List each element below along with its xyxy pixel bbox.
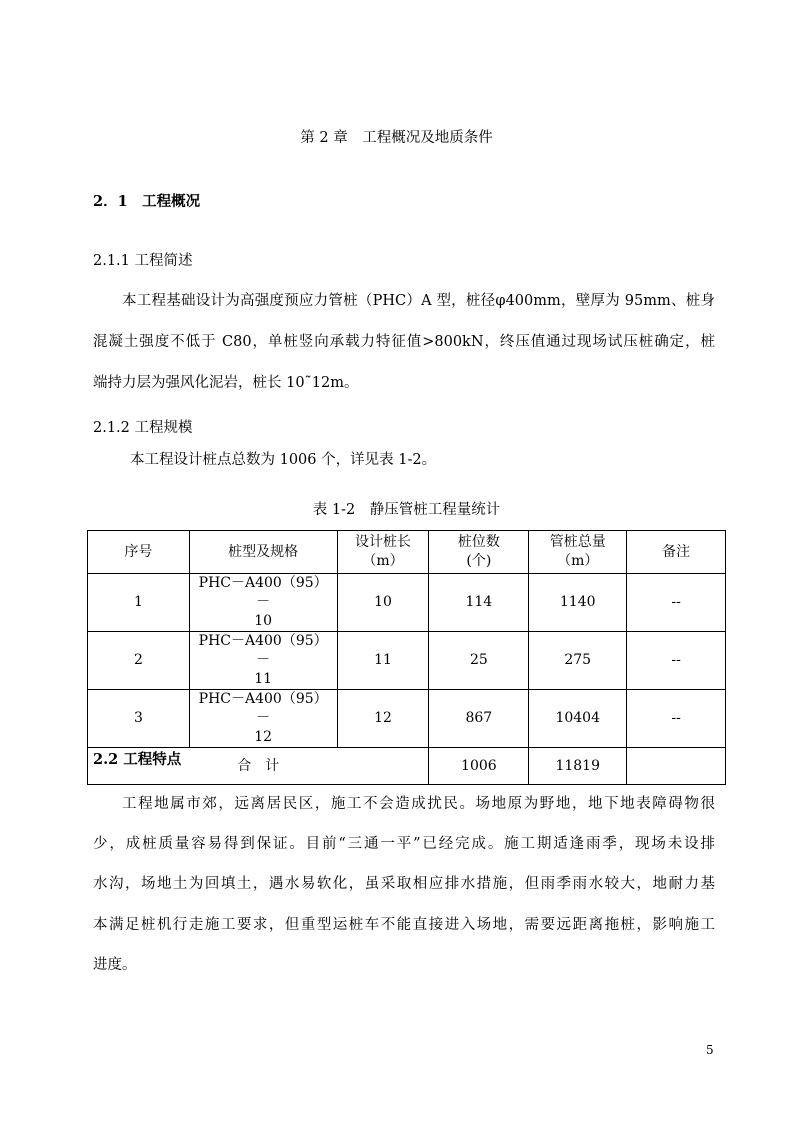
cell-note: -- [627,690,726,748]
header-unit: （m） [557,553,599,569]
header-text: 管桩总量 [549,534,606,550]
section-heading-2-2: 2.2 工程特点 [93,751,182,768]
paragraph-line: 水沟，场地土为回填土，遇水易软化，虽采取相应排水措施，但雨季雨水较大，地耐力基 [93,876,715,892]
sum-count: 1006 [429,748,529,785]
header-cell [189,531,337,574]
header-unit: (个) [466,553,492,569]
cell-spec [189,690,337,748]
header-cell [337,531,429,574]
subsection-heading-2-1-2: 2.1.2 工程规模 [93,420,193,436]
paragraph-line: 端持力层为强风化泥岩，桩长 10˜12m。 [93,375,359,391]
header-cell [88,531,190,574]
spec-text: PHC－A400（95）－ [198,633,328,668]
header-cell [627,531,726,574]
cell-total: 275 [529,632,627,690]
spec-text: 10 [254,613,273,629]
table-sum-row [88,748,726,785]
cell-no: 2 [88,632,190,690]
header-text: 序号 [124,543,153,560]
sum-label: 合 计 [88,748,429,785]
header-text: 备注 [662,543,691,560]
cell-total: 1140 [529,574,627,632]
spec-text: 11 [254,671,273,687]
cell-length: 12 [337,690,429,748]
header-text: 桩型及规格 [228,543,299,560]
header-unit: （m） [362,553,404,569]
cell-no: 3 [88,690,190,748]
cell-no: 1 [88,574,190,632]
table-row [88,690,726,748]
paragraph-line: 少，成桩质量容易得到保证。目前“三通一平”已经完成。施工期适逢雨季，现场未设排 [93,836,715,852]
cell-length: 10 [337,574,429,632]
paragraph-line: 进度。 [93,957,137,973]
cell-count: 867 [429,690,529,748]
table-row [88,574,726,632]
cell-count: 114 [429,574,529,632]
cell-note: -- [627,574,726,632]
paragraph-line: 混凝土强度不低于 C80，单桩竖向承载力特征值>800kN，终压值通过现场试压桩确定，桩 [93,334,715,350]
cell-note: -- [627,632,726,690]
sum-note [627,748,726,785]
table-caption: 表 1-2 静压管桩工程量统计 [312,502,501,518]
pile-quantity-table [87,530,726,785]
cell-count: 25 [429,632,529,690]
chapter-title: 第 2 章 工程概况及地质条件 [300,130,493,146]
paragraph-line: 本满足桩机行走施工要求，但重型运桩车不能直接进入场地，需要远距离拖桩，影响施工 [93,917,715,933]
header-cell [429,531,529,574]
cell-total: 10404 [529,690,627,748]
paragraph-line: 工程地属市郊，远离居民区，施工不会造成扰民。场地原为野地，地下地表障碍物很 [122,796,715,812]
header-cell [529,531,627,574]
table-row [88,632,726,690]
cell-spec [189,574,337,632]
page-number: 5 [706,1043,714,1057]
table-header-row [88,531,726,574]
paragraph-line: 本工程基础设计为高强度预应力管桩（PHC）A 型，桩径φ400mm，壁厚为 95mm、桩身 [122,293,715,309]
spec-text: PHC－A400（95）－ [198,575,328,610]
sum-total: 11819 [529,748,627,785]
header-text: 设计桩长 [354,534,411,550]
spec-text: 12 [254,729,273,745]
section-heading-2-1: 2．1 工程概况 [93,193,201,210]
cell-spec [189,632,337,690]
subsection-heading-2-1-1: 2.1.1 工程简述 [93,253,193,269]
paragraph-line: 本工程设计桩点总数为 1006 个，详见表 1-2。 [130,452,437,468]
spec-text: PHC－A400（95）－ [198,691,328,726]
header-text: 桩位数 [457,534,500,550]
cell-length: 11 [337,632,429,690]
